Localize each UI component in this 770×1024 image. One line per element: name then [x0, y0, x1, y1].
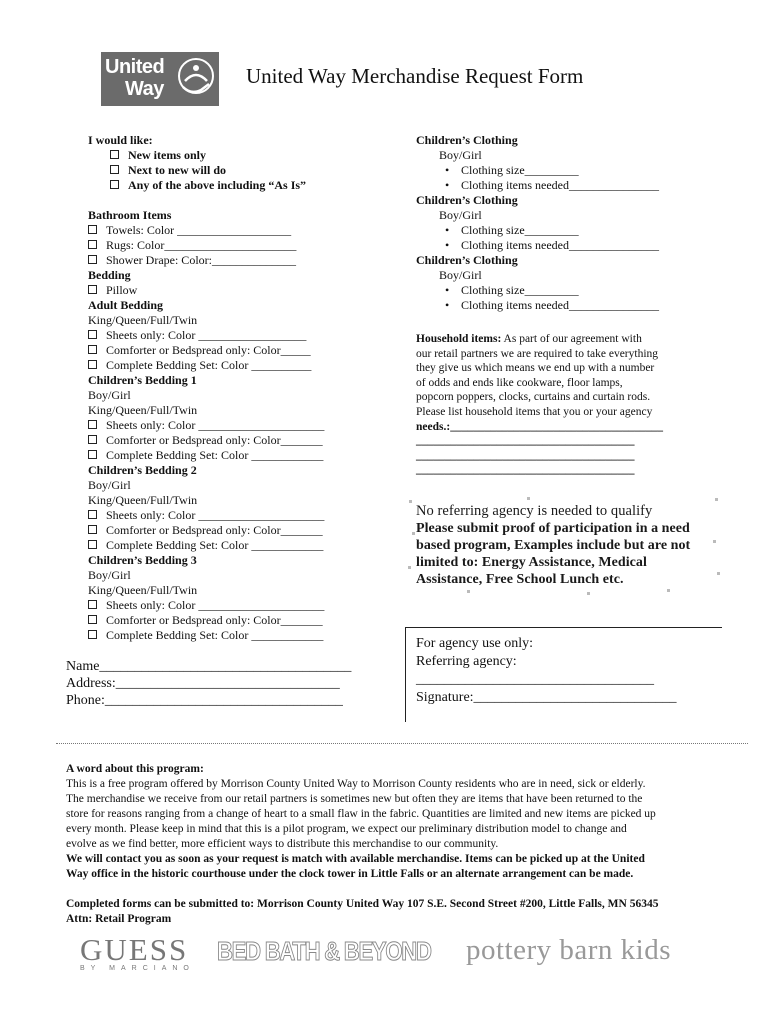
- cb2-set-field[interactable]: Complete Bedding Set: Color ____________: [88, 538, 324, 553]
- adult-comforter-field[interactable]: Comforter or Bedspread only: Color_____: [88, 343, 324, 358]
- notice-line-1: No referring agency is needed to qualify: [416, 503, 653, 519]
- pottery-barn-kids-logo: pottery barn kids: [466, 934, 672, 966]
- cc3-boygirl: Boy/Girl: [439, 268, 482, 282]
- cb3-boygirl: Boy/Girl: [88, 568, 131, 582]
- hand-person-icon: [177, 57, 215, 101]
- address-field[interactable]: Address:________________________________: [66, 676, 340, 691]
- household-text-5: Please list household items that you or your agency: [416, 405, 653, 418]
- household-needs-field[interactable]: _____________________________________: [450, 420, 663, 433]
- cb2-sheets-field[interactable]: Sheets only: Color _____________________: [88, 508, 324, 523]
- about-program: [66, 762, 716, 927]
- cb3-set-field[interactable]: Complete Bedding Set: Color ____________: [88, 628, 324, 643]
- about-line-2: The merchandise we receive from our retail partners is sometimes new but often they are items that have been returned to the: [66, 793, 643, 805]
- pillow-field[interactable]: Pillow: [88, 283, 324, 298]
- cb1-boygirl: Boy/Girl: [88, 388, 131, 402]
- cc3-needed-field[interactable]: • Clothing items needed_______________: [416, 298, 659, 313]
- cc1-boygirl: Boy/Girl: [439, 148, 482, 162]
- household-label: Household items:: [416, 333, 502, 345]
- submit-line-1: Completed forms can be submitted to: Morrison County United Way 107 S.E. Second Street #200, Little Falls, MN 56345: [66, 898, 659, 910]
- guess-logo-sub: BY MARCIANO: [80, 965, 195, 972]
- logo-word-way: Way: [125, 78, 164, 100]
- left-items-section: [88, 208, 324, 643]
- guess-logo: GUESS: [80, 932, 189, 967]
- adult-sizes: King/Queen/Full/Twin: [88, 313, 198, 327]
- name-field[interactable]: Name____________________________________: [66, 659, 352, 674]
- option-next-to-new[interactable]: Next to new will do: [88, 163, 306, 178]
- household-text-4: popcorn poppers, clocks, curtains and curtain rods.: [416, 391, 651, 404]
- about-line-3: store for reasons ranging from a change of heart to a small flaw in the fabric. Quantities are limited and new items are picked up: [66, 808, 656, 820]
- household-section: [416, 332, 663, 478]
- qualification-notice: [407, 496, 721, 596]
- submit-line-2: Attn: Retail Program: [66, 913, 172, 925]
- contact-section: [66, 658, 351, 709]
- page-title: United Way Merchandise Request Form: [246, 64, 584, 88]
- about-line-5: evolve as we find better, more efficient ways to distribute this merchandise to our community.: [66, 838, 499, 850]
- bedding-header: Bedding: [88, 268, 131, 282]
- cc2-boygirl: Boy/Girl: [439, 208, 482, 222]
- would-like-label: I would like:: [88, 133, 153, 147]
- cb1-comforter-field[interactable]: Comforter or Bedspread only: Color_______: [88, 433, 324, 448]
- children-clothing-1-header: Children’s Clothing: [416, 133, 518, 147]
- agency-use-box: [405, 627, 722, 722]
- children-bedding-1-header: Children’s Bedding 1: [88, 373, 197, 387]
- household-blank-1[interactable]: ______________________________________: [416, 435, 635, 448]
- partner-logos: [80, 932, 710, 978]
- signature-field[interactable]: Signature:_____________________________: [416, 690, 677, 705]
- united-way-logo: [101, 52, 219, 106]
- cc1-needed-field[interactable]: • Clothing items needed_______________: [416, 178, 659, 193]
- children-clothing-3-header: Children’s Clothing: [416, 253, 518, 267]
- towels-field[interactable]: Towels: Color ___________________: [88, 223, 324, 238]
- cb2-boygirl: Boy/Girl: [88, 478, 131, 492]
- referring-agency-label: Referring agency:: [416, 654, 517, 669]
- children-bedding-3-header: Children’s Bedding 3: [88, 553, 197, 567]
- cc1-size-field[interactable]: • Clothing size_________: [416, 163, 659, 178]
- household-text-3: of odds and ends like cookware, floor lamps,: [416, 376, 623, 389]
- phone-field[interactable]: Phone:__________________________________: [66, 693, 343, 708]
- notice-line-3: based program, Examples include but are not: [416, 538, 691, 553]
- adult-bedding-header: Adult Bedding: [88, 298, 164, 312]
- option-new-items[interactable]: New items only: [88, 148, 306, 163]
- household-blank-2[interactable]: ______________________________________: [416, 449, 635, 462]
- cb2-comforter-field[interactable]: Comforter or Bedspread only: Color_______: [88, 523, 324, 538]
- agency-use-label: For agency use only:: [416, 636, 534, 651]
- would-like-section: [88, 133, 306, 193]
- logo-word-united: United: [105, 56, 165, 78]
- notice-line-5: Assistance, Free School Lunch etc.: [416, 572, 624, 587]
- household-needs-label: needs.:: [416, 420, 451, 433]
- children-bedding-2-header: Children’s Bedding 2: [88, 463, 197, 477]
- bathroom-header: Bathroom Items: [88, 208, 172, 222]
- about-line-1: This is a free program offered by Morrison County United Way to Morrison County residents who are in need, sick or elderly.: [66, 778, 646, 790]
- cb1-sizes: King/Queen/Full/Twin: [88, 403, 198, 417]
- adult-set-field[interactable]: Complete Bedding Set: Color __________: [88, 358, 324, 373]
- about-line-4: every month. Please keep in mind that this is a pilot program, we expect our preliminary distribution model to change and: [66, 823, 627, 835]
- cb1-set-field[interactable]: Complete Bedding Set: Color ____________: [88, 448, 324, 463]
- rugs-field[interactable]: Rugs: Color______________________: [88, 238, 324, 253]
- children-clothing-2-header: Children’s Clothing: [416, 193, 518, 207]
- notice-line-2: Please submit proof of participation in a need: [416, 521, 690, 536]
- bed-bath-beyond-logo: BED BATH & BEYOND: [217, 936, 431, 966]
- cb3-sheets-field[interactable]: Sheets only: Color _____________________: [88, 598, 324, 613]
- notice-line-4: limited to: Energy Assistance, Medical: [416, 555, 647, 570]
- household-text-2: they give us which means we end up with a number: [416, 362, 655, 375]
- about-bold-2: Way office in the historic courthouse under the clock tower in Little Falls or an alternate arrangement can be made.: [66, 868, 634, 880]
- household-blank-3[interactable]: ______________________________________: [416, 464, 635, 477]
- household-text-1: our retail partners we are required to take everything: [416, 347, 659, 360]
- about-header: A word about this program:: [66, 763, 204, 775]
- adult-sheets-field[interactable]: Sheets only: Color __________________: [88, 328, 324, 343]
- referring-agency-field[interactable]: __________________________________: [416, 672, 654, 687]
- cb2-sizes: King/Queen/Full/Twin: [88, 493, 198, 507]
- cc2-size-field[interactable]: • Clothing size_________: [416, 223, 659, 238]
- about-bold-1: We will contact you as soon as your request is match with available merchandise. Items can be picked up at the United: [66, 853, 645, 865]
- cb3-sizes: King/Queen/Full/Twin: [88, 583, 198, 597]
- section-divider: [56, 743, 748, 744]
- option-as-is[interactable]: Any of the above including “As Is”: [88, 178, 306, 193]
- cc2-needed-field[interactable]: • Clothing items needed_______________: [416, 238, 659, 253]
- cc3-size-field[interactable]: • Clothing size_________: [416, 283, 659, 298]
- cb1-sheets-field[interactable]: Sheets only: Color _____________________: [88, 418, 324, 433]
- cb3-comforter-field[interactable]: Comforter or Bedspread only: Color_______: [88, 613, 324, 628]
- household-text-0: As part of our agreement with: [501, 333, 642, 345]
- shower-drape-field[interactable]: Shower Drape: Color:______________: [88, 253, 324, 268]
- clothing-section: [416, 133, 659, 313]
